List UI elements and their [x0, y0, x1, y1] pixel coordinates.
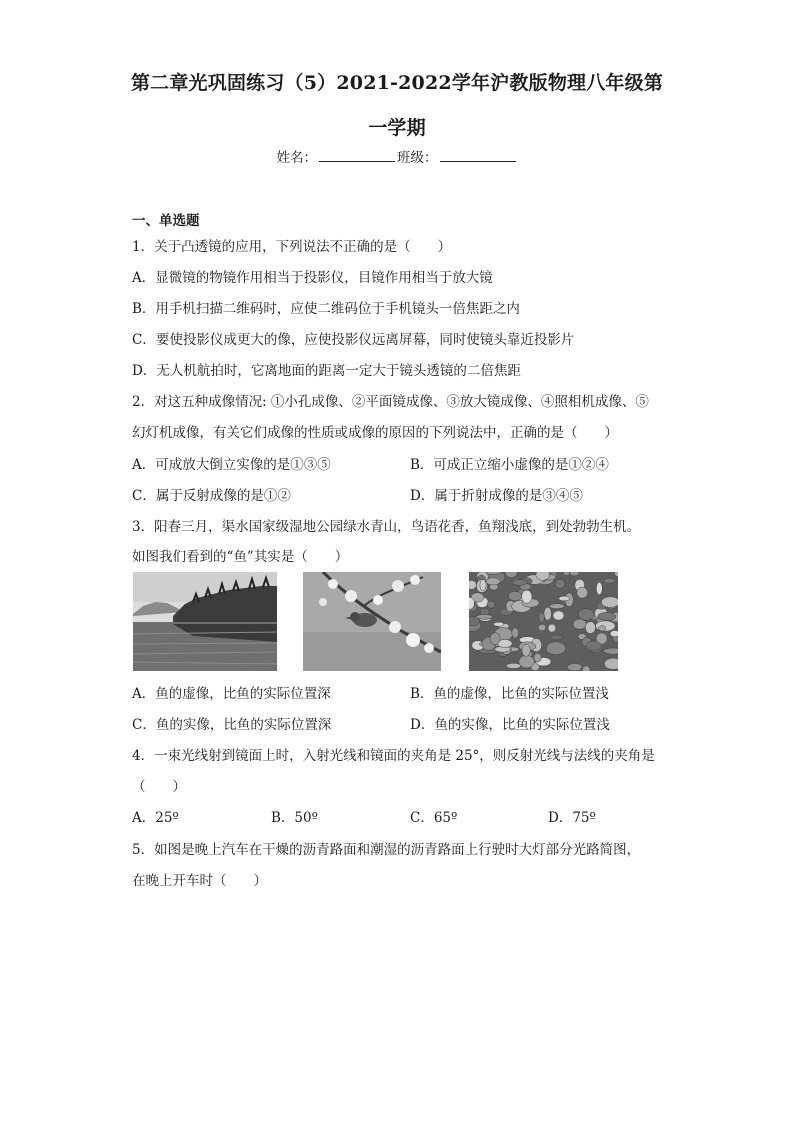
section-heading: 一、单选题 [132, 213, 200, 229]
q1-option-b: B．用手机扫描二维码时，应使二维码位于手机镜头一倍焦距之内 [132, 301, 520, 317]
name-label: 姓名： [276, 150, 317, 166]
q2-stem-line2: 幻灯机成像，有关它们成像的性质或成像的原因的下列说法中，正确的是（ ） [132, 425, 618, 441]
q4-option-b: B．50º [271, 810, 318, 826]
q1-stem: 1．关于凸透镜的应用，下列说法不正确的是（ ） [132, 239, 452, 255]
q3-stem-line1: 3．阳春三月，渠水国家级湿地公园绿水青山，鸟语花香，鱼翔浅底，到处勃勃生机。 [132, 519, 641, 535]
q4-stem-line1: 4．一束光线射到镜面上时，入射光线和镜面的夹角是 25°，则反射光线与法线的夹角是 [132, 748, 655, 764]
q1-option-d: D．无人机航拍时，它离地面的距离一定大于镜头透镜的二倍焦距 [132, 363, 521, 379]
page-title-continued: 一学期 [368, 117, 426, 139]
q5-stem-line1: 5．如图是晚上汽车在干燥的沥青路面和潮湿的沥青路面上行驶时大灯部分光路简图， [132, 842, 641, 858]
class-label: 班级： [397, 150, 438, 166]
lake-photo [133, 572, 277, 671]
q2-stem-line1: 2．对这五种成像情况: ①小孔成像、②平面镜成像、③放大镜成像、④照相机成像、⑤ [132, 394, 649, 410]
q4-option-c: C．65º [410, 810, 458, 826]
q2-option-c: C．属于反射成像的是①② [132, 488, 291, 504]
page-title: 第二章光巩固练习（5）2021-2022学年沪教版物理八年级第 [130, 72, 664, 94]
name-blank[interactable] [319, 149, 395, 162]
q4-option-d: D．75º [548, 810, 596, 826]
q2-option-d: D．属于折射成像的是③④⑤ [410, 488, 583, 504]
q3-option-a: A．鱼的虚像，比鱼的实际位置深 [132, 686, 331, 702]
q5-stem-line2: 在晚上开车时（ ） [132, 873, 267, 889]
q3-option-c: C．鱼的实像，比鱼的实际位置深 [132, 717, 332, 733]
q4-stem-line2: （ ） [132, 779, 186, 795]
bird-blossom-photo [303, 572, 441, 671]
q3-option-d: D．鱼的实像，比鱼的实际位置浅 [410, 717, 610, 733]
q3-stem-line2: 如图我们看到的“鱼”其实是（ ） [132, 549, 349, 565]
class-blank[interactable] [440, 149, 516, 162]
q4-option-a: A．25º [132, 810, 179, 826]
q3-option-b: B．鱼的虚像，比鱼的实际位置浅 [410, 686, 609, 702]
student-info-bar [0, 146, 794, 166]
q1-option-c: C．要使投影仪成更大的像，应使投影仪远离屏幕，同时使镜头靠近投影片 [132, 332, 575, 348]
pebbles-photo [469, 572, 618, 671]
q2-option-a: A．可成放大倒立实像的是①③⑤ [132, 457, 331, 473]
q1-option-a: A．显微镜的物镜作用相当于投影仪，目镜作用相当于放大镜 [132, 270, 493, 286]
q2-option-b: B．可成正立缩小虚像的是①②④ [410, 457, 609, 473]
